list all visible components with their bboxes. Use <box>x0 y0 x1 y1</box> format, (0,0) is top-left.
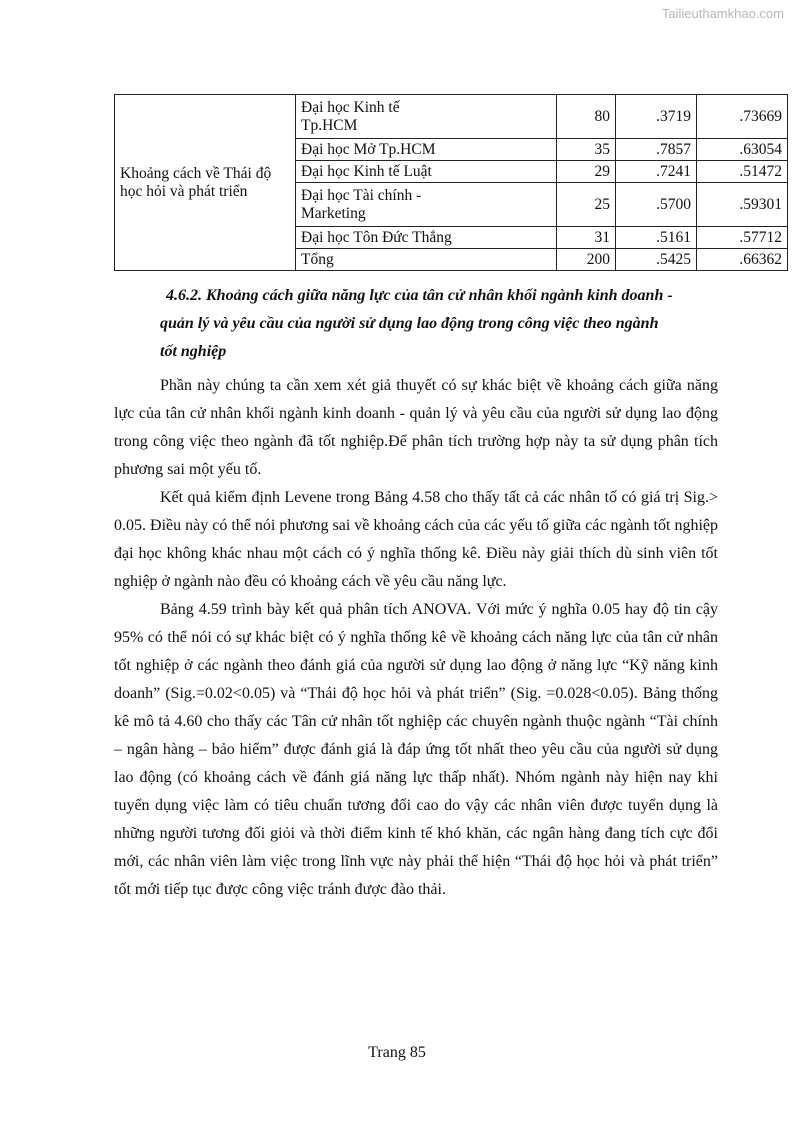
heading-line2: quản lý và yêu cầu của người sử dụng lao động trong công việc theo ngành <box>160 315 659 332</box>
n-cell: 80 <box>557 95 616 139</box>
paragraph: Bảng 4.59 trình bày kết quả phân tích ANOVA. Với mức ý nghĩa 0.05 hay độ tin cậy 95% có thể nói có sự khác biệt có ý nghĩa thống kê về khoảng cách năng lực của tân cử nhân tốt nghiệp ở các ngành theo đánh giá của người sử dụng lao động ở năng lực “Kỹ năng kinh doanh” (Sig.=0.02<0.05) và “Thái độ học hỏi và phát triển” (Sig. =0.028<0.05). Bảng thống kê mô tả 4.60 cho thấy các Tân cử nhân tốt nghiệp các chuyên ngành thuộc ngành “Tài chính – ngân hàng – bảo hiểm” được đánh giá là đáp ứng tốt nhất theo yêu cầu của người sử dụng lao động (có khoảng cách về đánh giá năng lực thấp nhất). Nhóm ngành này hiện nay khi tuyển dụng việc làm có tiêu chuẩn tương đối cao do vậy các nhân viên được tuyển dụng là những người tương đối giỏi và thời điểm kinh tế khó khăn, các ngân hàng đang tích cực đổi mới, các nhân viên làm việc trong lĩnh vực này phải thể hiện “Thái độ học hỏi và phát triển” tốt mới tiếp tục được công việc tránh được đào thải. <box>114 601 718 898</box>
section-heading <box>160 282 720 366</box>
sd-cell: .73669 <box>697 95 788 139</box>
paragraph: Kết quả kiểm định Levene trong Bảng 4.58 cho thấy tất cả các nhân tố có giá trị Sig.> 0.05. Điều này có thể nói phương sai về khoảng cách của các yếu tố giữa các ngành tốt nghiệp đại học không khác nhau một cách có ý nghĩa thống kê. Điều này giải thích dù sinh viên tốt nghiệp ở ngành nào đều có khoảng cách về yêu cầu năng lực. <box>114 489 718 590</box>
sd-cell: .66362 <box>697 249 788 271</box>
total-cell: Tổng <box>296 249 557 271</box>
university-cell: Đại học Mở Tp.HCM <box>296 139 557 161</box>
watermark: Tailieuthamkhao.com <box>661 6 784 21</box>
n-cell: 35 <box>557 139 616 161</box>
paragraph: Phần này chúng ta cần xem xét giả thuyết có sự khác biệt về khoảng cách giữa năng lực của tân cử nhân khối ngành kinh doanh - quản lý và yêu cầu của người sử dụng lao động trong công việc theo ngành đã tốt nghiệp.Để phân tích trường hợp này ta sử dụng phân tích phương sai một yếu tố. <box>114 377 718 478</box>
mean-cell: .5161 <box>616 227 697 249</box>
sd-cell: .63054 <box>697 139 788 161</box>
heading-line3: tốt nghiệp <box>160 343 227 360</box>
table-row <box>115 95 788 139</box>
mean-cell: .7241 <box>616 161 697 183</box>
n-cell: 31 <box>557 227 616 249</box>
heading-line1: 4.6.2. Khoảng cách giữa năng lực của tân cử nhân khối ngành kinh doanh - <box>166 287 673 304</box>
mean-cell: .3719 <box>616 95 697 139</box>
mean-cell: .5425 <box>616 249 697 271</box>
n-cell: 29 <box>557 161 616 183</box>
factor-label-line2: học hỏi và phát triển <box>120 182 248 200</box>
factor-cell <box>115 95 296 271</box>
mean-cell: .7857 <box>616 139 697 161</box>
mean-cell: .5700 <box>616 183 697 227</box>
university-cell: Đại học Tôn Đức Thắng <box>296 227 557 249</box>
page-number: Trang 85 <box>368 1044 426 1061</box>
body-text <box>114 372 718 904</box>
n-cell: 200 <box>557 249 616 271</box>
sd-cell: .59301 <box>697 183 788 227</box>
sd-cell: .57712 <box>697 227 788 249</box>
sd-cell: .51472 <box>697 161 788 183</box>
university-cell: Đại học Tài chính - Marketing <box>296 183 557 227</box>
descriptive-stats-table <box>114 94 788 271</box>
university-cell: Đại học Kinh tế Tp.HCM <box>296 95 557 139</box>
university-cell: Đại học Kinh tế Luật <box>296 161 557 183</box>
n-cell: 25 <box>557 183 616 227</box>
factor-label-line1: Khoảng cách về Thái độ <box>120 164 272 182</box>
